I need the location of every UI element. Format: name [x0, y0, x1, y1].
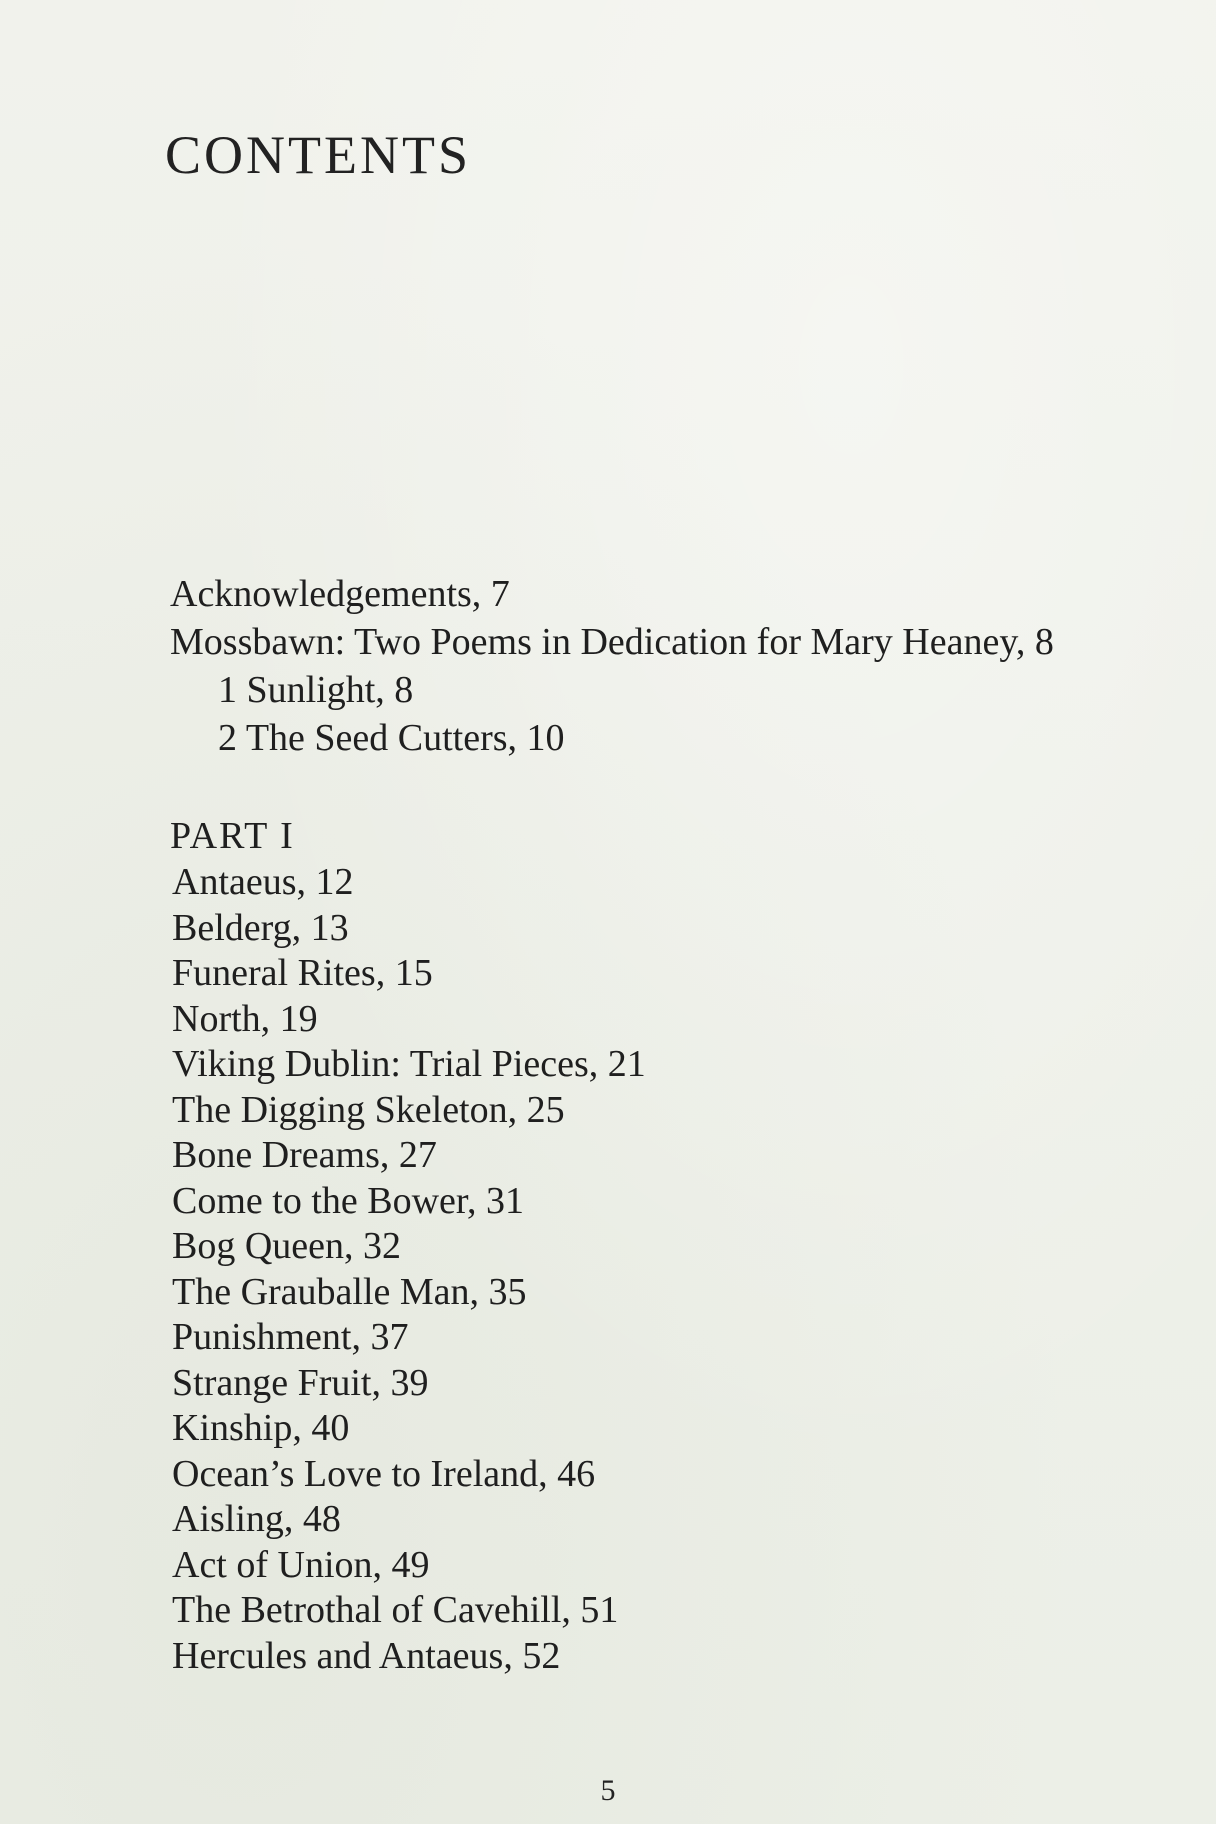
toc-entry: Ocean’s Love to Ireland, 46	[172, 1452, 596, 1495]
toc-entry: Punishment, 37	[172, 1316, 409, 1358]
toc-entry: Act of Union, 49	[172, 1543, 430, 1586]
front-matter-list	[170, 570, 1150, 762]
toc-entry: Hercules and Antaeus, 52	[172, 1634, 561, 1677]
toc-entry: Come to the Bower, 31	[172, 1179, 525, 1222]
part-heading: PART I	[170, 815, 295, 857]
part-one-list	[172, 860, 972, 1679]
page-title: CONTENTS	[165, 125, 471, 185]
toc-entry: The Digging Skeleton, 25	[172, 1088, 565, 1131]
page-number: 5	[600, 1774, 616, 1807]
toc-entry-mossbawn: Mossbawn: Two Poems in Dedication for Mary Heaney, 8	[170, 621, 1054, 663]
toc-entry: Strange Fruit, 39	[172, 1361, 429, 1404]
toc-subentry-sunlight: 1 Sunlight, 8	[218, 669, 414, 711]
toc-entry: The Betrothal of Cavehill, 51	[172, 1589, 619, 1631]
toc-entry: Bone Dreams, 27	[172, 1134, 437, 1176]
toc-entry: Viking Dublin: Trial Pieces, 21	[172, 1043, 646, 1085]
toc-entry: Funeral Rites, 15	[172, 952, 433, 994]
toc-entry: North, 19	[172, 997, 318, 1040]
toc-entry: The Grauballe Man, 35	[172, 1270, 527, 1313]
toc-subentry-seed-cutters: 2 The Seed Cutters, 10	[218, 717, 565, 759]
toc-entry: Belderg, 13	[172, 906, 349, 949]
toc-entry: Kinship, 40	[172, 1407, 350, 1449]
toc-entry-acknowledgements: Acknowledgements, 7	[170, 573, 510, 615]
toc-entry: Bog Queen, 32	[172, 1225, 402, 1267]
toc-entry: Antaeus, 12	[172, 861, 354, 903]
toc-entry: Aisling, 48	[172, 1498, 341, 1540]
